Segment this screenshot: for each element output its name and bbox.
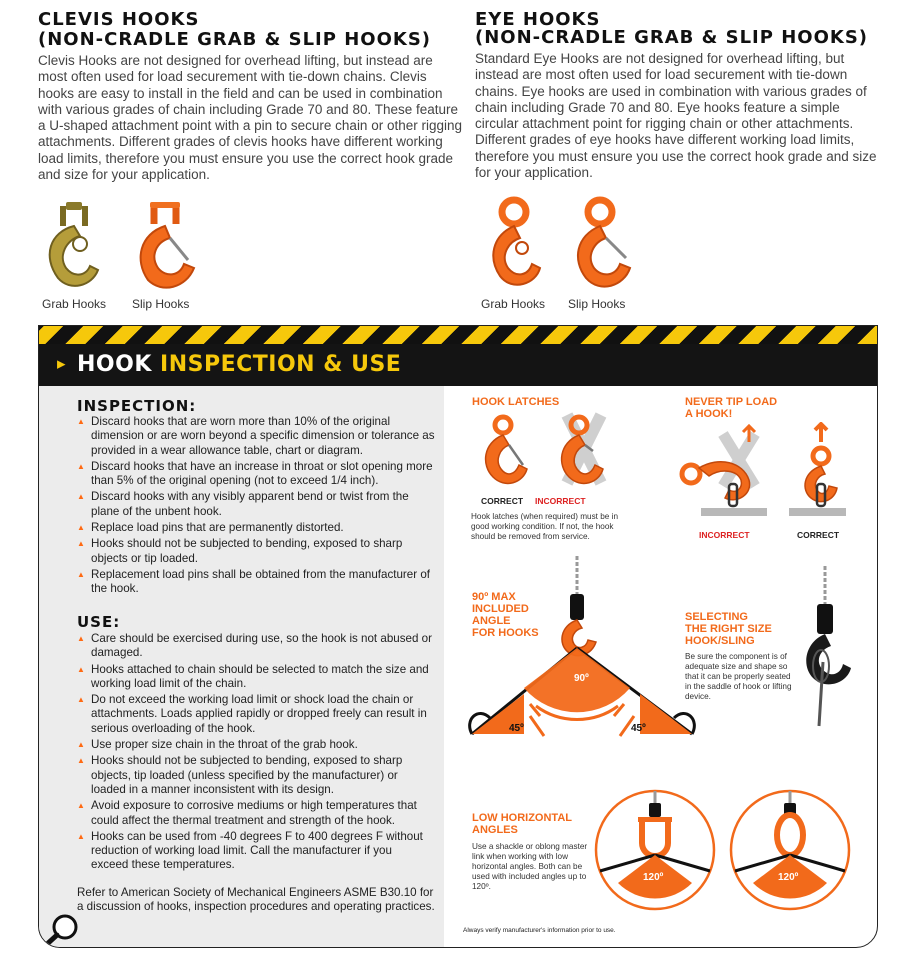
sizing-diagram: [795, 566, 865, 736]
tip-incorrect: INCORRECT: [699, 530, 750, 540]
low-angle-2: 120º: [778, 872, 799, 883]
tip-load-diagram: [671, 422, 846, 526]
inspection-heading: INSPECTION:: [77, 397, 197, 415]
inspection-list: [77, 415, 437, 599]
clevis-description: Clevis Hooks are not designed for overhead lifting, but instead are most often used for load securement with tie-down chains. Clevis hooks are easy to install in the field and can be used in combination with various grades of chain including Grade 70 and 80. These feature a U-shaped attachment point with a pin to secure chain or other rigging attachments. Different grades of clevis hooks have different working load limits, therefore you must ensure you use the correct hook grade and size for your application.: [38, 53, 462, 183]
tip-title-2: A HOOK!: [685, 408, 733, 420]
use-list: [77, 632, 432, 875]
inspection-panel: [38, 325, 878, 948]
low-title-2: ANGLES: [472, 824, 518, 836]
eye-slip-caption: Slip Hooks: [568, 297, 626, 311]
low-note: Use a shackle or oblong master link when working with low horizontal angles. Both can be used with included angles up to 120º.: [472, 842, 588, 891]
tip-title-1: NEVER TIP LOAD: [685, 396, 778, 408]
angle-title-3: ANGLE: [472, 615, 511, 627]
eye-hooks-image: [476, 196, 646, 296]
list-item: ▲ Discard hooks that are worn more than 10% of the original dimension or are worn beyond a specific dimension or tolerance as provided in a wear allowance table, chart or diagram.: [77, 415, 437, 458]
angle-title-4: FOR HOOKS: [472, 627, 539, 639]
gray-column: [39, 386, 444, 948]
magnifier-icon: [41, 912, 81, 948]
slip-hook-graphic: [141, 202, 194, 288]
tip-correct: CORRECT: [797, 530, 840, 540]
asme-reference: Refer to American Society of Mechanical Engineers ASME B30.10 for a discussion of hooks, inspection procedures and operating practices.: [77, 886, 435, 914]
list-item: ▲ Avoid exposure to corrosive mediums or high temperatures that could affect the thermal treatment and strength of the hook.: [77, 799, 432, 828]
grab-hook-graphic: [50, 202, 98, 286]
eye-slip-hook-graphic: [578, 200, 630, 287]
eye-title: EYE HOOKS: [475, 9, 601, 30]
latches-correct: CORRECT: [481, 496, 524, 506]
list-item: ▲ Do not exceed the working load limit or shock load the chain or attachments. Loads applied rapidly or dropped freely can result in serious overloading of the hook.: [77, 693, 432, 736]
banner-word-hook: HOOK: [77, 352, 152, 377]
sizing-title-1: SELECTING: [685, 611, 748, 623]
list-item: ▲ Replace load pins that are permanently distorted.: [77, 521, 437, 535]
sizing-title-3: HOOK/SLING: [685, 635, 755, 647]
clevis-title: CLEVIS HOOKS: [38, 9, 200, 30]
list-item: ▲ Hooks should not be subjected to bending, exposed to sharp objects, tip loaded (unless specified by the manufacturer) or loaded in a manner inconsistent with its design.: [77, 754, 432, 797]
section-banner: [39, 344, 877, 386]
shackle-diagram: [592, 789, 719, 912]
clevis-hooks-image: [36, 196, 216, 296]
list-item: ▲ Care should be exercised during use, so the hook is not abused or damaged.: [77, 632, 432, 661]
list-item: ▲ Use proper size chain in the throat of the grab hook.: [77, 738, 432, 752]
banner-title: [77, 352, 401, 377]
latches-title: HOOK LATCHES: [472, 396, 560, 408]
master-link-diagram: [727, 789, 854, 912]
list-item: ▲ Replacement load pins shall be obtained from the manufacturer of the hook.: [77, 568, 437, 597]
sizing-title-2: THE RIGHT SIZE: [685, 623, 772, 635]
latches-note: Hook latches (when required) must be in good working condition. If not, the hook should be removed from service.: [471, 512, 618, 541]
latches-incorrect: INCORRECT: [535, 496, 586, 506]
low-angle-1: 120º: [643, 872, 664, 883]
clevis-slip-caption: Slip Hooks: [132, 297, 190, 311]
eye-description: Standard Eye Hooks are not designed for overhead lifting, but instead are most often used for load securement with tie-down chains. Eye hooks are used in combination with various grades of chain including Grade 70 and 80. Eye hooks feature a simple circular attachment point for rigging chain or other attachments. Different grades of eye hooks have different working load limits, therefore you must ensure you use the correct hook grade and size for your application.: [475, 51, 877, 181]
hazard-stripes: [39, 326, 877, 344]
list-item: ▲ Hooks can be used from -40 degrees F to 400 degrees F without reduction of working load limit. Call the manufacturer if you exceed these temperatures.: [77, 830, 432, 873]
angle-title-2: INCLUDED: [472, 603, 529, 615]
included-angle-diagram: [464, 556, 704, 766]
footer-note: Always verify manufacturer's information prior to use.: [463, 927, 616, 934]
angle-title-1: 90º MAX: [472, 591, 516, 603]
angle-top-label: 90º: [574, 673, 589, 684]
list-item: ▲ Hooks attached to chain should be selected to match the size and working load limit of the chain.: [77, 663, 432, 692]
angle-right-label: 45º: [631, 723, 646, 734]
sizing-note: Be sure the component is of adequate size and shape so that it can be properly seated in the saddle of hook or lifting device.: [685, 652, 792, 701]
low-title-1: LOW HORIZONTAL: [472, 812, 572, 824]
list-item: ▲ Discard hooks that have an increase in throat or slot opening more than 5% of the original opening (not to exceed 1/4 inch).: [77, 460, 437, 489]
banner-arrow-icon: ▸: [57, 354, 66, 373]
clevis-grab-caption: Grab Hooks: [42, 297, 107, 311]
eye-grab-caption: Grab Hooks: [481, 297, 546, 311]
eye-grab-hook-graphic: [493, 200, 540, 285]
clevis-subtitle: (NON-CRADLE GRAB & SLIP HOOKS): [38, 29, 432, 50]
angle-left-label: 45º: [509, 723, 524, 734]
list-item: ▲ Discard hooks with any visibly apparent bend or twist from the plane of the unbent hook.: [77, 490, 437, 519]
use-heading: USE:: [77, 613, 121, 631]
latches-diagram: [469, 411, 609, 491]
banner-word-inspection: INSPECTION & USE: [160, 352, 402, 377]
list-item: ▲ Hooks should not be subjected to bending, exposed to sharp objects or tip loaded.: [77, 537, 437, 566]
eye-subtitle: (NON-CRADLE GRAB & SLIP HOOKS): [475, 27, 869, 48]
